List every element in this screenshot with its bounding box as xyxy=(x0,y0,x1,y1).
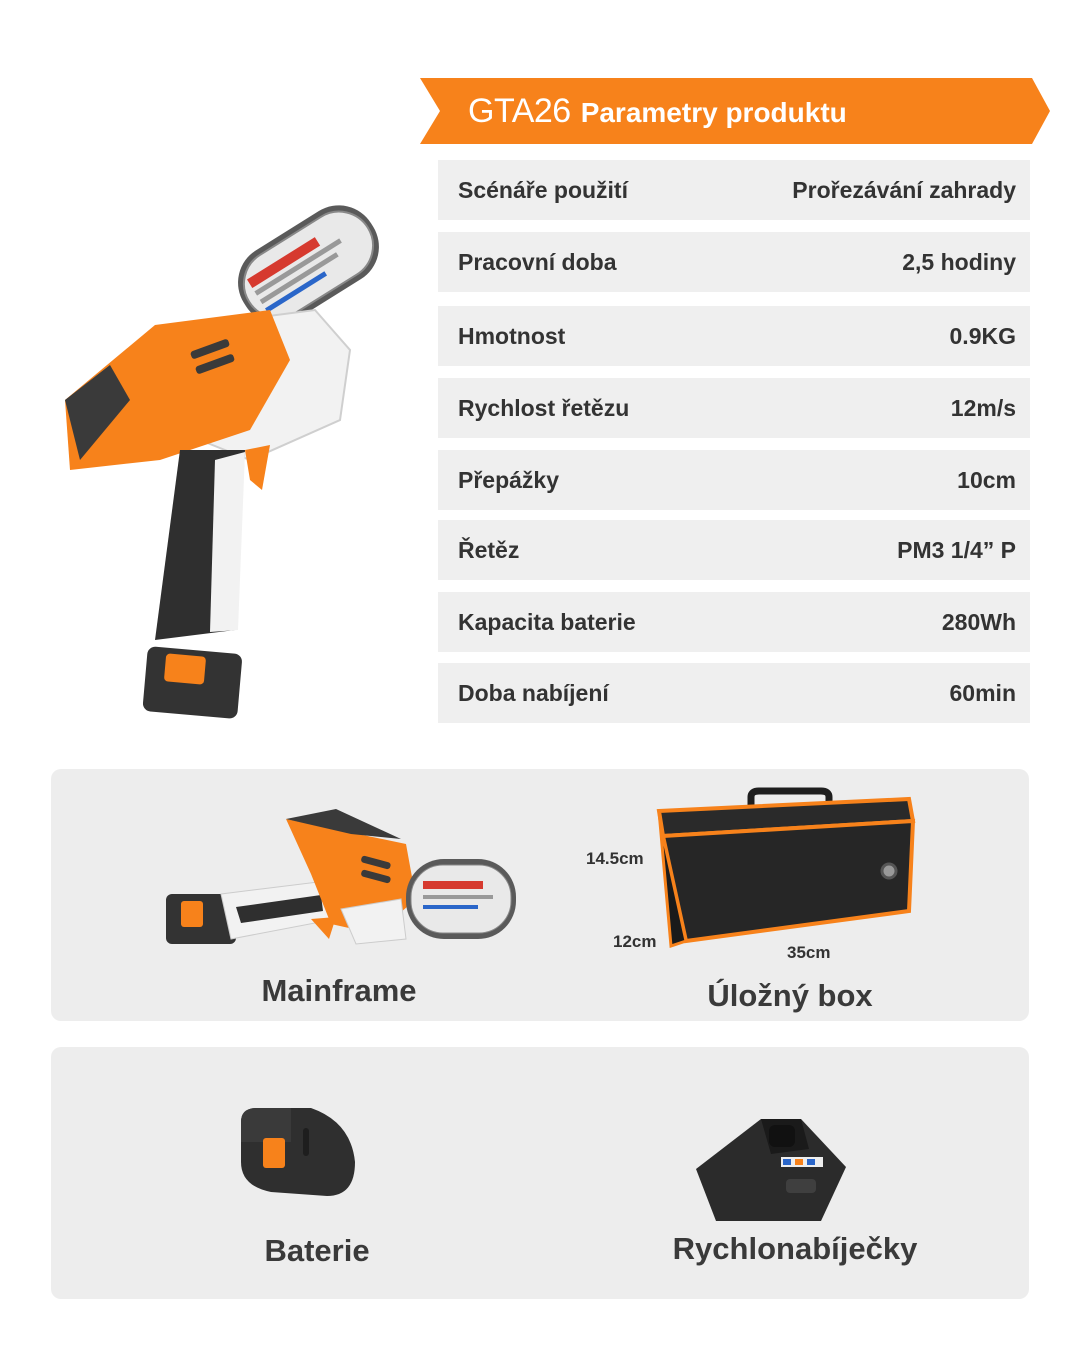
storage-bag-icon xyxy=(651,781,921,956)
spec-row-work-time xyxy=(438,232,1030,292)
storage-box-label: Úložný box xyxy=(707,978,873,1013)
spec-row-weight xyxy=(438,306,1030,366)
package-panel-top xyxy=(51,769,1029,1021)
header-banner xyxy=(420,78,1050,144)
storage-box-image xyxy=(651,781,921,961)
battery-image xyxy=(231,1102,361,1207)
model-name: GTA26 xyxy=(468,92,571,130)
battery-icon xyxy=(231,1102,361,1202)
spec-row-battery-capacity xyxy=(438,592,1030,652)
spec-row-charge-time xyxy=(438,663,1030,723)
spec-label: Rychlost řetězu xyxy=(458,394,630,421)
box-width-label: 35cm xyxy=(787,943,831,962)
spec-row-bar-length xyxy=(438,450,1030,510)
spec-row-usage xyxy=(438,160,1030,220)
battery-label: Baterie xyxy=(264,1233,370,1268)
banner-heading xyxy=(468,92,847,131)
chainsaw-icon xyxy=(50,160,410,730)
spec-value: 2,5 hodiny xyxy=(902,248,1016,275)
charger-image xyxy=(691,1109,851,1229)
spec-label: Hmotnost xyxy=(458,322,566,349)
spec-value: 12m/s xyxy=(950,394,1016,421)
spec-value: Prořezávání zahrady xyxy=(792,176,1016,203)
page-title: Parametry produktu xyxy=(580,97,847,128)
mainframe-image xyxy=(161,789,521,964)
charger-icon xyxy=(691,1109,851,1224)
charger-label: Rychlonabíječky xyxy=(672,1231,918,1266)
spec-value: 0.9KG xyxy=(949,322,1016,349)
box-depth-label: 12cm xyxy=(613,932,657,951)
box-height-label: 14.5cm xyxy=(586,849,644,868)
spec-label: Přepážky xyxy=(458,466,560,493)
spec-row-chain-speed xyxy=(438,378,1030,438)
spec-label: Řetěz xyxy=(458,536,520,563)
spec-label: Kapacita baterie xyxy=(458,608,636,635)
spec-label: Doba nabíjení xyxy=(458,679,609,706)
spec-value: 60min xyxy=(949,679,1016,706)
mainframe-label: Mainframe xyxy=(261,973,417,1008)
spec-value: 280Wh xyxy=(941,608,1016,635)
spec-label: Pracovní doba xyxy=(458,248,617,275)
spec-label: Scénáře použití xyxy=(458,176,628,203)
chainsaw-hero-image xyxy=(50,160,410,730)
spec-value: 10cm xyxy=(957,466,1016,493)
spec-value: PM3 1/4” P xyxy=(897,536,1016,563)
spec-row-chain xyxy=(438,520,1030,580)
chainsaw-icon xyxy=(161,789,521,959)
package-panel-bottom xyxy=(51,1047,1029,1299)
